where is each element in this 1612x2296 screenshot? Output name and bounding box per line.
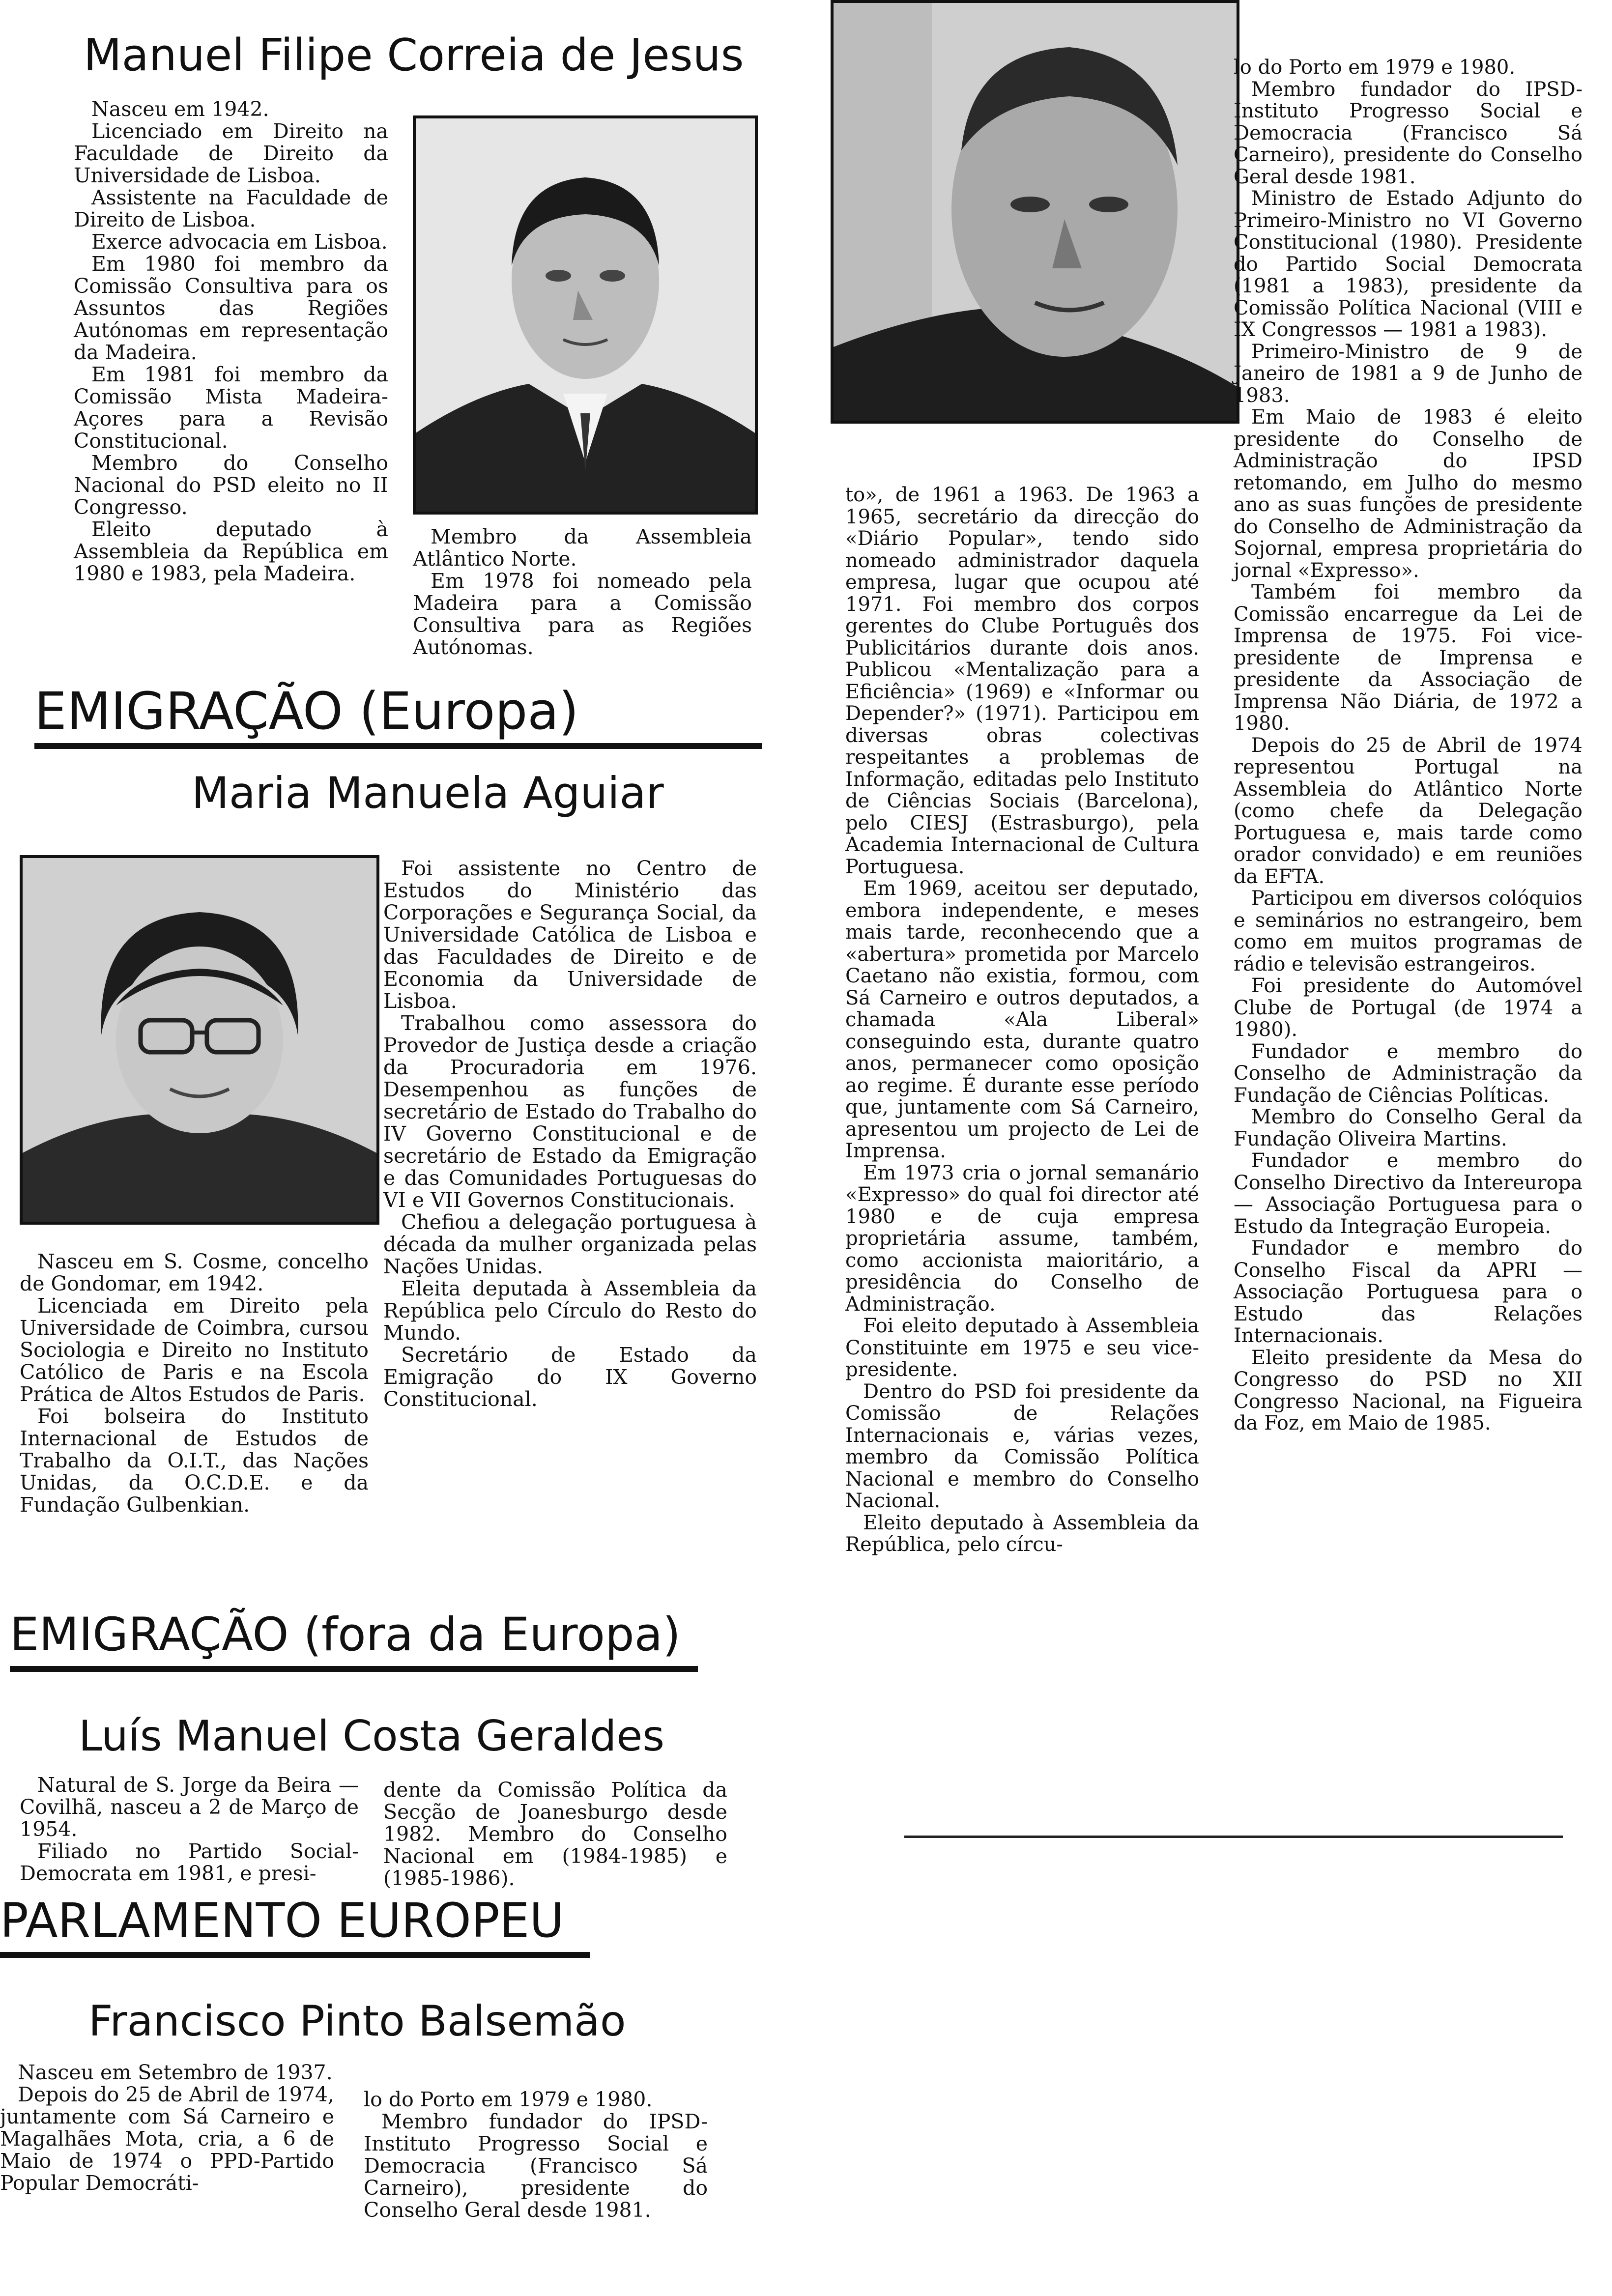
paragraph: Depois do 25 de Abril de 1974, juntamente com Sá Carneiro e Magalhães Mota, cria, a 6 de Maio de 1974 o PPD-Partido Popular Democráti-	[0, 2083, 334, 2195]
paragraph: Licenciada em Direito pela Universidade de Coimbra, cursou Sociologia e Direito no Instituto Católico de Paris e na Escola Prática de Altos Estudos de Paris.	[20, 1294, 369, 1406]
paragraph: Participou em diversos colóquios e seminários no estrangeiro, bem como em muitos programas de rádio e televisão estrangeiros.	[1234, 887, 1583, 976]
paragraph: Foi bolseira do Instituto Internacional de Estudos de Trabalho da O.I.T., das Nações Unidas, da O.C.D.E. e da Fundação Gulbenkian.	[20, 1405, 369, 1517]
paragraph: Natural de S. Jorge da Beira — Covilhã, nasceu a 2 de Março de 1954.	[20, 1773, 359, 1841]
paragraph: Filiado no Partido Social-Democrata em 1981, e presi-	[20, 1839, 359, 1885]
paragraph: Fundador e membro do Conselho Directivo da Intereuropa — Associação Portuguesa para o Estudo da Integração Europeia.	[1234, 1149, 1583, 1238]
paragraph: Nasceu em Setembro de 1937.	[18, 2061, 333, 2084]
paragraph: Dentro do PSD foi presidente da Comissão de Relações Internacionais e, várias vezes, membro da Comissão Política Nacional e membro do Conselho Nacional.	[845, 1380, 1199, 1512]
paragraph: Eleita deputada à Assembleia da República pelo Círculo do Resto do Mundo.	[383, 1277, 757, 1345]
paragraph: Foi assistente no Centro de Estudos do Ministério das Corporações e Segurança Social, da Universidade Católica de Lisboa e das Faculdades de Direito e de Economia da Universidade de Lisboa.	[383, 857, 757, 1013]
paragraph: Ministro de Estado Adjunto do Primeiro-Ministro no VI Governo Constitucional (1980). Presidente do Partido Social Democrata (1981 a 1983), presidente da Comissão Política Nacional (VIII e IX Congressos — 1981 a 1983).	[1234, 187, 1583, 341]
paragraph: Membro do Conselho Nacional do PSD eleito no II Congresso.	[74, 451, 388, 519]
paragraph: Membro da Assembleia Atlântico Norte.	[413, 525, 752, 571]
paragraph: Fundador e membro do Conselho Fiscal da APRI — Associação Portuguesa para o Estudo das Relações Internacionais.	[1234, 1237, 1583, 1347]
paragraph: Em 1981 foi membro da Comissão Mista Madeira-Açores para a Revisão Constitucional.	[74, 363, 388, 453]
manuel-bio-right	[413, 526, 752, 659]
paragraph: Eleito deputado à Assembleia da República em 1980 e 1983, pela Madeira.	[74, 517, 388, 585]
paragraph: Em 1980 foi membro da Comissão Consultiva para os Assuntos das Regiões Autónomas em representação da Madeira.	[74, 252, 388, 364]
paragraph: lo do Porto em 1979 e 1980.	[1234, 56, 1516, 79]
paragraph: Membro do Conselho Geral da Fundação Oliveira Martins.	[1234, 1106, 1583, 1150]
francisco-bio-col4	[1234, 57, 1583, 1435]
paragraph: Em 1969, aceitou ser deputado, embora independente, e meses mais tarde, reconhecendo que a «abertura» prometida por Marcelo Caetano não existia, formou, com Sá Carneiro e outros deputados, a chamada «Ala Liberal» conseguindo esta, durante quatro anos, permanecer como oposição ao regime. É durante esse período que, juntamente com Sá Carneiro, apresentou um projecto de Lei de Imprensa.	[845, 877, 1199, 1162]
paragraph: Foi presidente do Automóvel Clube de Portugal (de 1974 a 1980).	[1234, 975, 1583, 1041]
name-francisco: Francisco Pinto Balsemão	[88, 1997, 626, 2046]
paragraph: Membro fundador do IPSD-Instituto Progresso Social e Democracia (Francisco Sá Carneiro), presidente do Conselho Geral desde 1981.	[1234, 78, 1583, 188]
section-rule	[34, 743, 762, 749]
section-parlamento-europeu: PARLAMENTO EUROPEU	[0, 1893, 564, 1948]
paragraph: Eleito presidente da Mesa do Congresso do PSD no XII Congresso Nacional, na Figueira da Foz, em Maio de 1985.	[1234, 1346, 1583, 1435]
portrait-maria	[20, 855, 379, 1225]
name-maria: Maria Manuela Aguiar	[192, 768, 664, 818]
paragraph: Exerce advocacia em Lisboa.	[91, 230, 388, 254]
maria-bio-right	[383, 858, 757, 1410]
paragraph: Chefiou a delegação portuguesa à década da mulher organizada pelas Nações Unidas.	[383, 1210, 757, 1278]
manuel-bio-left	[74, 98, 388, 585]
paragraph: to», de 1961 a 1963. De 1963 a 1965, secretário da direcção do «Diário Popular», tendo sido nomeado administrador daquela empresa, lugar que ocupou até 1971. Foi membro dos corpos gerentes do Clube Português dos Publicitários durante dois anos. Publicou «Mentalização para a Eficiência» (1969) e «Informar ou Depender?» (1971). Participou em diversas obras colectivas respeitantes a problemas de Informação, editadas pelo Instituto de Ciências Sociais (Barcelona), pelo CIESJ (Estrasburgo), pela Academia Internacional de Cultura Portuguesa.	[845, 484, 1199, 878]
paragraph: Fundador e membro do Conselho de Administração da Fundação de Ciências Políticas.	[1234, 1040, 1583, 1107]
name-luis: Luís Manuel Costa Geraldes	[79, 1712, 665, 1761]
paragraph: Foi eleito deputado à Assembleia Constituinte em 1975 e seu vice-presidente.	[845, 1315, 1199, 1381]
section-emigracao-fora: EMIGRAÇÃO (fora da Europa)	[10, 1608, 681, 1662]
paragraph: Assistente na Faculdade de Direito de Lisboa.	[74, 186, 388, 231]
paragraph: Eleito deputado à Assembleia da República, pelo círcu-	[845, 1511, 1199, 1556]
paragraph: Primeiro-Ministro de 9 de Janeiro de 1981 a 9 de Junho de 1983.	[1234, 340, 1583, 407]
paragraph: Depois do 25 de Abril de 1974 representou Portugal na Assembleia do Atlântico Norte (como chefe da Delegação Portuguesa e, mais tarde como orador convidado) e em reuniões da EFTA.	[1234, 734, 1583, 888]
paragraph: Também foi membro da Comissão encarregue da Lei de Imprensa de 1975. Foi vice-presidente de Imprensa e presidente da Associação de Imprensa Não Diária, de 1972 a 1980.	[1234, 581, 1583, 735]
section-rule	[0, 1952, 590, 1958]
paragraph: Licenciado em Direito na Faculdade de Direito da Universidade de Lisboa.	[74, 119, 388, 187]
paragraph: Secretário de Estado da Emigração do IX Governo Constitucional.	[383, 1343, 757, 1411]
maria-bio-left	[20, 1251, 369, 1516]
paragraph: Em 1978 foi nomeado pela Madeira para a Comissão Consultiva para as Regiões Autónomas.	[413, 569, 752, 659]
paragraph: Membro fundador do IPSD-Instituto Progresso Social e Democracia (Francisco Sá Carneiro), presidente do Conselho Geral desde 1981.	[364, 2110, 708, 2222]
section-rule	[10, 1666, 698, 1672]
paragraph: lo do Porto em 1979 e 1980.	[364, 2088, 653, 2111]
name-manuel: Manuel Filipe Correia de Jesus	[84, 29, 744, 81]
francisco-bio-col2	[364, 2089, 708, 2221]
paragraph: Trabalhou como assessora do Provedor de Justiça desde a criação da Procuradoria em 1976. Desempenhou as funções de secretário de Estado do Trabalho do IV Governo Constitucional e de secretário de Estado da Emigração e das Comunidades Portuguesas do VI e VII Governos Constitucionais.	[383, 1011, 757, 1212]
francisco-bio-col3	[845, 484, 1199, 1556]
paragraph: Nasceu em 1942.	[91, 97, 269, 121]
francisco-bio-col1	[0, 2062, 334, 2194]
portrait-manuel	[413, 115, 758, 515]
paragraph: Em Maio de 1983 é eleito presidente do Conselho de Administração do IPSD retomando, em Julho do mesmo ano as suas funções de presidente do Conselho de Administração da Sojornal, empresa proprietária do jornal «Expresso».	[1234, 406, 1583, 582]
luis-bio-left	[20, 1774, 359, 1885]
portrait-francisco	[831, 0, 1239, 424]
luis-bio-right	[383, 1779, 727, 1890]
bottom-rule	[904, 1836, 1563, 1838]
paragraph: Nasceu em S. Cosme, concelho de Gondomar, em 1942.	[20, 1250, 369, 1295]
section-emigracao-europa: EMIGRAÇÃO (Europa)	[34, 681, 579, 741]
paragraph: dente da Comissão Política da Secção de Joanesburgo desde 1982. Membro do Conselho Nacional em (1984-1985) e (1985-1986).	[383, 1778, 727, 1890]
paragraph: Em 1973 cria o jornal semanário «Expresso» do qual foi director até 1980 e de cuja empresa proprietária assume, também, como accionista maioritário, a presidência do Conselho de Administração.	[845, 1161, 1199, 1316]
